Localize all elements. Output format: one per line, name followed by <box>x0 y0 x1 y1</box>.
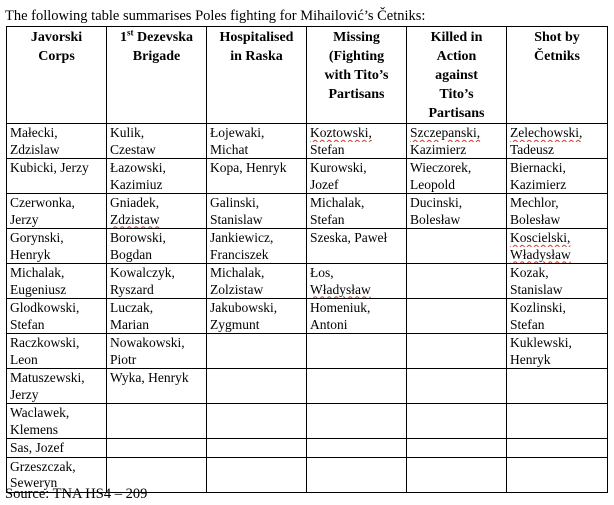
table-cell <box>407 229 507 264</box>
header-line: Brigade <box>132 49 181 64</box>
header-cell <box>107 27 207 124</box>
name-line: Stefan <box>510 316 545 332</box>
name-line: Michalak, <box>10 265 65 280</box>
table-cell <box>407 299 507 334</box>
name-line: Sas, Jozef <box>10 440 64 455</box>
table-cell <box>207 264 307 299</box>
table-cell <box>107 159 207 194</box>
name-line: Jakubowski, <box>210 300 278 315</box>
name-line: Glodkowski, <box>10 300 80 315</box>
table-cell <box>307 229 407 264</box>
header-line: with Tito’s <box>324 68 389 83</box>
name-line: Matuszewski, <box>10 370 85 385</box>
table-cell <box>307 159 407 194</box>
table-cell <box>207 404 307 439</box>
spellcheck-word: Władysław <box>310 281 371 297</box>
table-cell <box>407 404 507 439</box>
name-line: Jerzy <box>10 386 39 402</box>
header-line: (Fighting <box>328 49 385 64</box>
table-cell <box>207 124 307 159</box>
spellcheck-word: Władysław <box>510 246 571 262</box>
name-line: Mechlor, <box>510 195 559 210</box>
name-line: Kazimierz <box>410 141 467 157</box>
spellcheck-word: Zdzistaw <box>110 211 160 227</box>
header-line: Shot by <box>534 30 580 45</box>
table-cell <box>107 299 207 334</box>
header-line: Četniks <box>534 49 580 64</box>
table-body <box>7 124 608 493</box>
name-line: Łojewaki, <box>210 125 265 140</box>
header-line: Killed in <box>430 30 483 45</box>
name-line: Zygmunt <box>210 316 260 332</box>
spellcheck-word: Koscielski, <box>510 230 571 245</box>
header-line: Partisans <box>428 106 485 121</box>
table-cell <box>7 229 107 264</box>
table-cell <box>507 159 608 194</box>
source-note: Source: TNA HS4 – 209 <box>5 486 148 502</box>
header-line: Hospitalised <box>219 30 294 45</box>
name-line: Łazowski, <box>110 160 166 175</box>
name-line: Stanislaw <box>210 211 263 227</box>
name-line: Wieczorek, <box>410 160 472 175</box>
table-cell <box>7 334 107 369</box>
name-line: Eugeniusz <box>10 281 67 297</box>
table-cell <box>507 334 608 369</box>
table-cell <box>407 334 507 369</box>
table-cell <box>507 264 608 299</box>
header-cell <box>507 27 608 124</box>
table-cell <box>507 124 608 159</box>
header-line: against <box>435 68 478 83</box>
table-cell <box>507 404 608 439</box>
table-cell <box>107 229 207 264</box>
name-line: Ducinski, <box>410 195 463 210</box>
header-line: Corps <box>38 49 75 64</box>
table-cell <box>7 369 107 404</box>
table-cell <box>207 299 307 334</box>
name-line: Zolzistaw <box>210 281 264 297</box>
table-row <box>7 299 608 334</box>
table-row <box>7 404 608 439</box>
header-cell <box>307 27 407 124</box>
table-cell <box>207 334 307 369</box>
name-line: Kozlinski, <box>510 300 566 315</box>
table-cell <box>507 194 608 229</box>
name-line: Waclawek, <box>10 405 70 420</box>
table-row <box>7 159 608 194</box>
name-line: Bogdan <box>110 246 152 262</box>
table-cell <box>207 229 307 264</box>
name-line: Homeniuk, <box>310 300 371 315</box>
table-cell <box>507 299 608 334</box>
name-line: Stanislaw <box>510 281 563 297</box>
table-cell <box>507 229 608 264</box>
name-line: Kazimierz <box>510 176 567 192</box>
name-line <box>310 125 403 142</box>
table-cell <box>307 299 407 334</box>
name-line: Bolesław <box>510 211 561 227</box>
name-line: Seweryn <box>10 475 58 490</box>
spellcheck-word: Koztowski, <box>310 125 372 140</box>
header-line: Tito’s <box>439 87 474 102</box>
table-cell <box>107 124 207 159</box>
table-cell <box>307 439 407 458</box>
table-cell <box>407 264 507 299</box>
table-cell <box>507 369 608 404</box>
name-line: Czerwonka, <box>10 195 75 210</box>
table-caption: The following table summarises Poles fighting for Mihailović’s Četniks: <box>5 8 426 24</box>
table-cell <box>107 369 207 404</box>
table-cell <box>407 194 507 229</box>
table-cell <box>307 334 407 369</box>
name-line: Jerzy <box>10 211 39 227</box>
table-cell <box>7 264 107 299</box>
name-line: Kazimiuz <box>110 176 163 192</box>
name-line: Gorynski, <box>10 230 64 245</box>
table-row <box>7 334 608 369</box>
name-line: Kopa, Henryk <box>210 160 287 175</box>
name-line: Bolesław <box>410 211 461 227</box>
header-cell <box>207 27 307 124</box>
name-line: Małecki, <box>10 125 58 140</box>
name-line: Gniadek, <box>110 195 160 210</box>
name-line: Nowakowski, <box>110 335 185 350</box>
spellcheck-word: Szczepanski, <box>410 125 481 140</box>
header-cell <box>7 27 107 124</box>
table-cell <box>7 299 107 334</box>
header-line <box>110 28 203 47</box>
table-row <box>7 439 608 458</box>
name-line: Wyka, Henryk <box>110 370 189 385</box>
name-line: Kozak, <box>510 265 549 280</box>
header-line: Javorski <box>30 30 83 45</box>
name-line: Kurowski, <box>310 160 367 175</box>
header-line: Action <box>436 49 477 64</box>
name-line: Tadeusz <box>510 141 555 157</box>
name-line: Franciszek <box>210 246 269 262</box>
spellcheck-word: Zelechowski, <box>510 125 583 140</box>
name-line <box>310 282 403 299</box>
table-cell <box>207 369 307 404</box>
name-line: Raczkowski, <box>10 335 80 350</box>
name-line <box>410 125 503 142</box>
poles-table <box>6 26 608 493</box>
table-cell <box>107 334 207 369</box>
table-cell <box>207 159 307 194</box>
table-row <box>7 229 608 264</box>
table-cell <box>407 457 507 492</box>
header-cell <box>407 27 507 124</box>
table-cell <box>107 439 207 458</box>
table-cell <box>207 439 307 458</box>
table-row <box>7 369 608 404</box>
name-line <box>510 230 604 247</box>
table-cell <box>107 264 207 299</box>
name-line <box>510 247 604 264</box>
header-line: Missing <box>333 30 380 45</box>
table-cell <box>107 404 207 439</box>
table-cell <box>207 194 307 229</box>
table-cell <box>407 124 507 159</box>
table-cell <box>307 194 407 229</box>
name-line: Stefan <box>310 141 345 157</box>
table-row <box>7 194 608 229</box>
name-line: Antoni <box>310 316 348 332</box>
table-cell <box>407 439 507 458</box>
table-cell <box>7 124 107 159</box>
name-line: Henryk <box>10 246 51 262</box>
table-cell <box>307 264 407 299</box>
name-line: Klemens <box>10 421 58 437</box>
header-ordinal-suffix: st <box>127 28 134 38</box>
name-line: Leon <box>10 351 38 367</box>
name-line: Michalak, <box>310 195 365 210</box>
name-line: Stefan <box>10 316 45 332</box>
table-cell <box>407 369 507 404</box>
name-line: Leopold <box>410 176 455 192</box>
name-line: Marian <box>110 316 149 332</box>
name-line <box>510 125 604 142</box>
name-line: Kowalczyk, <box>110 265 175 280</box>
table-cell <box>507 439 608 458</box>
name-line: Borowski, <box>110 230 166 245</box>
name-line: Kubicki, Jerzy <box>10 160 89 175</box>
name-line: Ryszard <box>110 281 154 297</box>
name-line: Piotr <box>110 351 137 367</box>
name-line: Czestaw <box>110 141 156 157</box>
table-row <box>7 124 608 159</box>
name-line: Biernacki, <box>510 160 566 175</box>
table-cell <box>7 404 107 439</box>
name-line: Grzeszczak, <box>10 458 76 474</box>
table-cell <box>307 404 407 439</box>
name-line: Michat <box>210 141 249 157</box>
name-line: Kuklewski, <box>510 335 572 350</box>
name-line: Galinski, <box>210 195 260 210</box>
table-cell <box>307 457 407 492</box>
name-line: Kulik, <box>110 125 145 140</box>
name-line: Jankiewicz, <box>210 230 274 245</box>
name-line: Jozef <box>310 176 339 192</box>
header-line-text: Dezevska <box>133 30 193 45</box>
name-line: Luczak, <box>110 300 154 315</box>
name-line: Stefan <box>310 211 345 227</box>
table-cell <box>207 457 307 492</box>
table-row <box>7 264 608 299</box>
table-cell <box>7 439 107 458</box>
name-line: Łos, <box>310 265 334 280</box>
header-ordinal: 1 <box>120 30 127 45</box>
header-line: Partisans <box>328 87 385 102</box>
header-row <box>7 27 608 124</box>
table-cell <box>407 159 507 194</box>
header-line: in Raska <box>230 49 283 64</box>
table-cell <box>7 194 107 229</box>
name-line <box>110 212 203 229</box>
table-cell <box>307 369 407 404</box>
name-line: Szeska, Paweł <box>310 230 388 245</box>
table-cell <box>107 194 207 229</box>
name-line: Zdzislaw <box>10 141 60 157</box>
name-line: Henryk <box>510 351 551 367</box>
table-cell <box>507 457 608 492</box>
name-line: Michalak, <box>210 265 265 280</box>
table-cell <box>7 159 107 194</box>
table-cell <box>307 124 407 159</box>
